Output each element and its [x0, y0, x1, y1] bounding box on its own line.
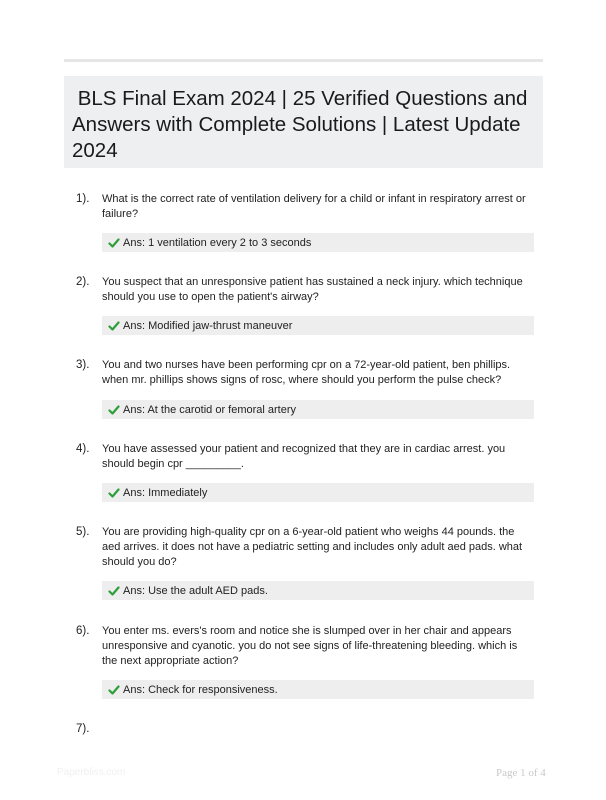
title-banner: [64, 76, 543, 168]
page-indicator: Page 1 of 4: [496, 767, 546, 779]
answer-text: Ans: Use the adult AED pads.: [123, 584, 268, 597]
answer-text: Ans: Immediately: [123, 486, 208, 499]
answer-text: Ans: 1 ventilation every 2 to 3 seconds: [123, 236, 312, 249]
answer-box: [102, 400, 534, 419]
answer-box: [102, 483, 534, 502]
answer-box: [102, 581, 534, 600]
answer-text: Ans: At the carotid or femoral artery: [123, 403, 297, 416]
check-icon: [108, 404, 120, 416]
document-title: BLS Final Exam 2024 | 25 Verified Questions and Answers with Complete Solutions | Latest Update 2024: [72, 87, 533, 162]
answer-box: [102, 233, 534, 252]
question-number: 7).: [76, 723, 90, 735]
question-number: 1).: [76, 193, 90, 205]
answer-text: Ans: Check for responsiveness.: [123, 683, 278, 696]
top-divider: [64, 59, 543, 62]
check-icon: [108, 237, 120, 249]
question-text: You and two nurses have been performing cpr on a 72-year-old patient, ben phillips. when mr. phillips shows signs of rosc, where should you perform the pulse check?: [102, 359, 511, 386]
question-number: 5).: [76, 526, 90, 538]
check-icon: [108, 320, 120, 332]
check-icon: [108, 585, 120, 597]
question-text: What is the correct rate of ventilation delivery for a child or infant in respiratory arrest or failure?: [102, 193, 526, 220]
question-text: You suspect that an unresponsive patient has sustained a neck injury. which technique should you use to open the patient's airway?: [102, 276, 523, 303]
check-icon: [108, 684, 120, 696]
footer-watermark: Paperbliss.com: [57, 767, 126, 778]
question-text: You are providing high-quality cpr on a 6-year-old patient who weighs 44 pounds. the aed arrives. it does not have a pediatric setting and includes only adult aed pads. what should you do?: [102, 526, 523, 568]
answer-box: [102, 680, 534, 699]
question-number: 3).: [76, 359, 90, 371]
question-number: 2).: [76, 276, 90, 288]
question-text: You have assessed your patient and recognized that they are in cardiac arrest. you should begin cpr _________.: [102, 443, 506, 470]
answer-text: Ans: Modified jaw-thrust maneuver: [123, 319, 293, 332]
question-number: 6).: [76, 625, 90, 637]
answer-box: [102, 316, 534, 335]
question-text: You enter ms. evers's room and notice she is slumped over in her chair and appears unresponsive and cyanotic. you do not see signs of life-threatening bleeding. which is the next appropriate action?: [102, 625, 518, 667]
check-icon: [108, 487, 120, 499]
question-number: 4).: [76, 443, 90, 455]
